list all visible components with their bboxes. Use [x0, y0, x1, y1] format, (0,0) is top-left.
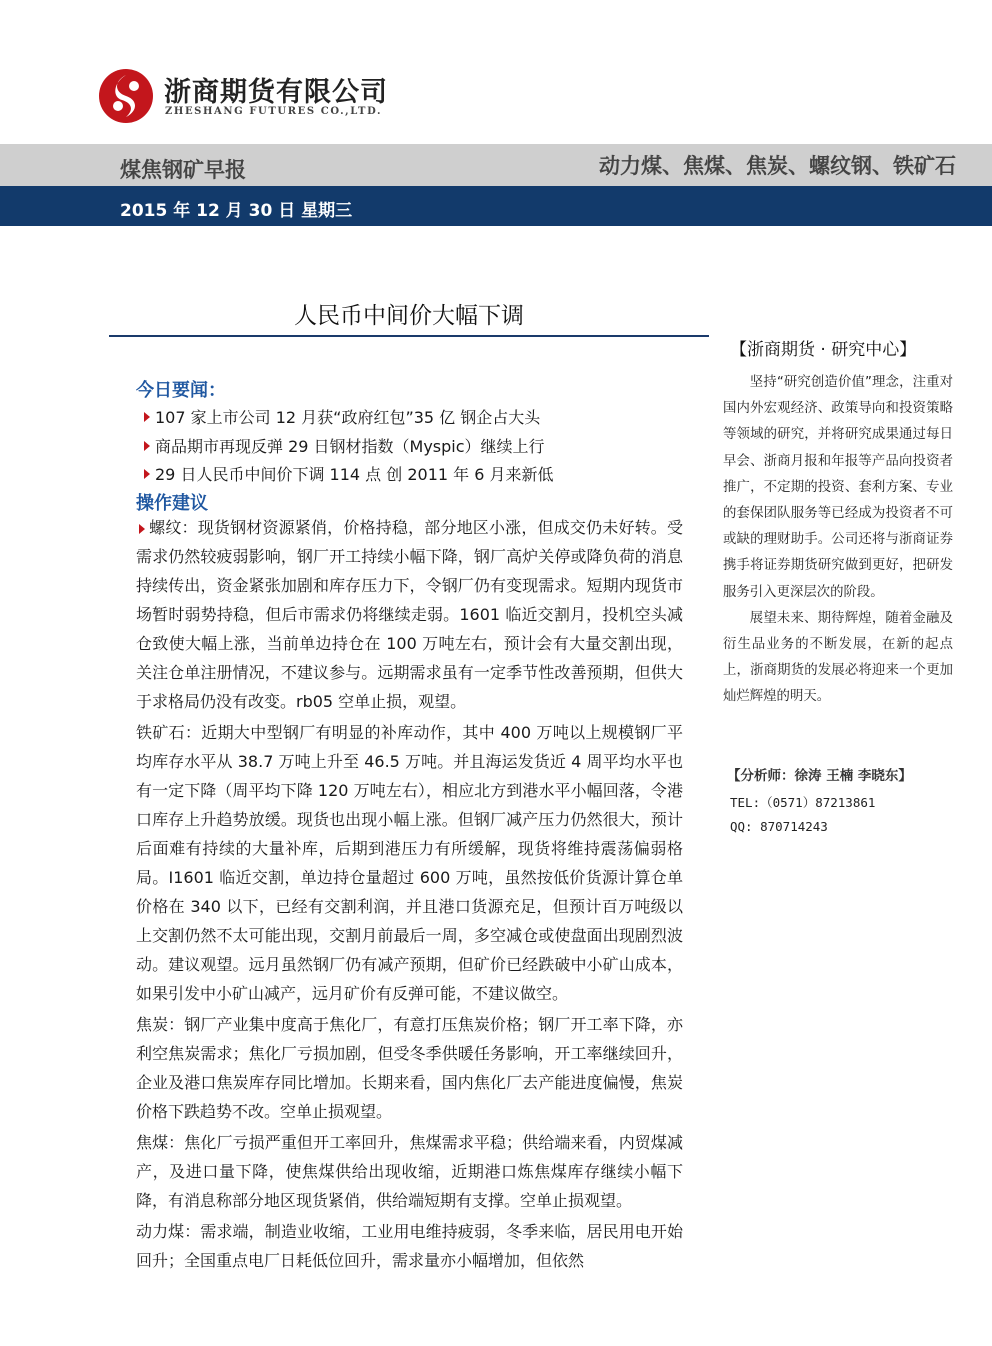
sidebar-intro: [723, 370, 953, 711]
news-item: [144, 405, 540, 428]
advice-body: [136, 513, 683, 1277]
news-item-text: 29 日人民币中间价下调 114 点 创 2011 年 6 月来新低: [155, 465, 554, 484]
advice-heading: 操作建议: [136, 493, 208, 514]
report-date: 2015 年 12 月 30 日 星期三: [120, 201, 353, 221]
news-item: [144, 462, 554, 485]
company-name-en: ZHESHANG FUTURES CO.,LTD.: [165, 106, 383, 117]
bullet-arrow-icon: [139, 524, 145, 534]
contact-tel: TEL:（0571）87213861: [730, 795, 876, 810]
bullet-arrow-icon: [144, 412, 150, 422]
analyst-names: 【分析师：徐涛 王楠 李晓东】: [727, 768, 912, 784]
advice-paragraph-rebar: [136, 513, 683, 716]
news-heading: 今日要闻：: [136, 380, 226, 401]
company-name-cn: 浙商期货有限公司: [164, 77, 388, 108]
bullet-arrow-icon: [144, 441, 150, 451]
company-logo: [96, 66, 156, 126]
news-item-text: 商品期市再现反弹 29 日钢材指数（Myspic）继续上行: [155, 437, 545, 456]
news-item: [144, 434, 545, 457]
report-name: 煤焦钢矿早报: [120, 158, 246, 182]
advice-paragraph-iron-ore: 铁矿石：近期大中型钢厂有明显的补库动作，其中 400 万吨以上规模钢厂平均库存水平从 38.7 万吨上升至 46.5 万吨。并且海运发货近 4 周平均水平也有一定下降（周平均下降 120 万吨左右），相应北方到港水平小幅回落，令港口库存上升趋势放缓。现货也出现小幅上涨。但钢厂减产压力仍然很大，预计后面难有持续的大量补库，后期到港压力有所缓解，现货将维持震荡偏弱格局。I1601 临近交割，单边持仓量超过 600 万吨，虽然按低价货源计算仓单价格在 340 以下，已经有交割利润，并且港口货源充足，但预计百万吨级以上交割仍然不太可能出现，交割月前最后一周，多空减仓或使盘面出现剧烈波动。建议观望。远月虽然钢厂仍有减产预期，但矿价已经跌破中小矿山成本，如果引发中小矿山减产，远月矿价有反弹可能，不建议做空。: [136, 723, 683, 1003]
news-item-text: 107 家上市公司 12 月获“政府红包”35 亿 钢企占大头: [155, 408, 541, 427]
contact-qq: QQ: 870714243: [730, 819, 828, 834]
sidebar-title: 【浙商期货 · 研究中心】: [730, 340, 917, 360]
advice-text: 螺纹：现货钢材资源紧俏，价格持稳，部分地区小涨，但成交仍未好转。受需求仍然较疲弱影响，钢厂开工持续小幅下降，钢厂高炉关停或降负荷的消息持续传出，资金紧张加剧和库存压力下，令钢厂仍有变现需求。短期内现货市场暂时弱势持稳，但后市需求仍将继续走弱。1601 临近交割月，投机空头减仓致使大幅上涨，当前单边持仓在 100 万吨左右，预计会有大量交割出现，关注仓单注册情况，不建议参与。远期需求虽有一定季节性改善预期，但供大于求格局仍没有改变。rb05 空单止损，观望。: [136, 518, 683, 711]
advice-paragraph-coke: 焦炭：钢厂产业集中度高于焦化厂，有意打压焦炭价格；钢厂开工率下降，亦利空焦炭需求；焦化厂亏损加剧，但受冬季供暖任务影响，开工率继续回升，企业及港口焦炭库存同比增加。长期来看，国内焦化厂去产能进度偏慢，焦炭价格下跌趋势不改。空单止损观望。: [136, 1015, 683, 1121]
advice-paragraph-thermal-coal: 动力煤：需求端，制造业收缩，工业用电维持疲弱，冬季来临，居民用电开始回升；全国重点电厂日耗低位回升，需求量亦小幅增加，但依然: [136, 1222, 683, 1270]
bullet-arrow-icon: [144, 469, 150, 479]
title-divider: [109, 335, 709, 337]
sidebar-paragraph: 展望未来、期待辉煌，随着金融及衍生品业务的不断发展，在新的起点上，浙商期货的发展必将迎来一个更加灿烂辉煌的明天。: [723, 610, 953, 705]
advice-paragraph-coking-coal: 焦煤：焦化厂亏损严重但开工率回升，焦煤需求平稳；供给端来看，内贸煤减产，及进口量下降，使焦煤供给出现收缩，近期港口炼焦煤库存继续小幅下降，有消息称部分地区现货紧俏，供给端短期有支撑。空单止损观望。: [136, 1133, 683, 1210]
page-title: 人民币中间价大幅下调: [294, 303, 524, 329]
commodities-list: 动力煤、焦煤、焦炭、螺纹钢、铁矿石: [599, 154, 956, 178]
sidebar-paragraph: 坚持“研究创造价值”理念，注重对国内外宏观经济、政策导向和投资策略等领域的研究，并将研究成果通过每日早会、浙商月报和年报等产品向投资者推广，不定期的投资、套利方案、专业的套保团队服务等已经成为投资者不可或缺的理财助手。公司还将与浙商证券携手将证券期货研究做到更好，把研发服务引入更深层次的阶段。: [723, 375, 953, 600]
